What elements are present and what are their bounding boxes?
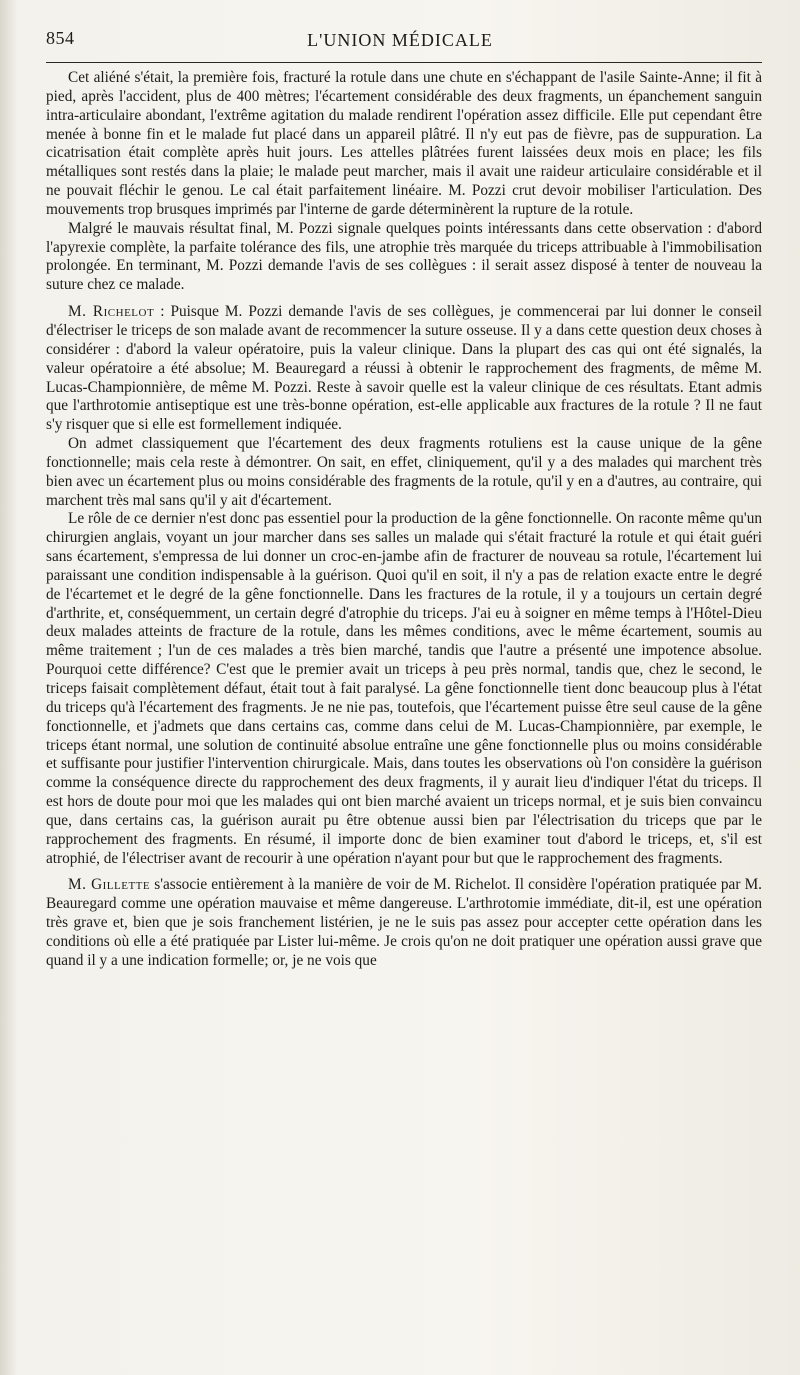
paragraph: Cet aliéné s'était, la première fois, fracturé la rotule dans une chute en s'échappant de l'asile Sainte-Anne; il fit à pied, après l'accident, plus de 400 mètres; l'écartement considérable des deux fragments, un épanchement sanguin intra-articulaire abondant, l'extrême agitation du malade rendirent l'opération assez difficile. Elle put cependant être menée à bonne fin et le malade fut placé dans un appareil plâtré. Il n'y eut pas de fièvre, pas de suppuration. La cicatrisation était complète après huit jours. Les attelles plâtrées furent laissées deux mois en place; les fils métalliques sont restés dans la plaie; le malade peut marcher, mais il avait une raideur articulaire considérable et il ne pouvait fléchir le genou. Le cal était parfaitement linéaire. M. Pozzi crut devoir mobiliser l'articulation. Des mouvements trop brusques imprimés par l'interne de garde déterminèrent la rupture de la rotule. xyxy=(46,69,762,218)
paragraph: Malgré le mauvais résultat final, M. Pozzi signale quelques points intéressants dans cette observation : d'abord l'apyrexie complète, la parfaite tolérance des fils, une atrophie très marquée du triceps attribuable à l'immobilisation prolongée. En terminant, M. Pozzi demande l'avis de ses collègues : il serait assez disposé à tenter de nouveau la suture chez ce malade. xyxy=(46,219,762,294)
paragraph: Le rôle de ce dernier n'est donc pas essentiel pour la production de la gêne fonctionnelle. On raconte même qu'un chirurgien anglais, voyant un jour marcher dans ses salles un malade qui s'était fracturé la rotule et qui était guéri sans écartement, s'empressa de lui donner un croc-en-jambe afin de fracturer de nouveau sa rotule, l'écartement lui paraissant une condition indispensable à la guérison. Quoi qu'il en soit, il n'y a pas de relation exacte entre le degré de l'écartemet et le degré de la gêne fonctionnelle. Dans les fractures de la rotule, il y a toujours un certain degré d'arthrite, et, conséquemment, un certain degré d'atrophie du triceps. J'ai eu à soigner en même temps à l'Hôtel-Dieu deux malades atteints de fracture de la rotule, dans les mêmes conditions, avec le même écartement, soumis au même traitement ; l'un de ces malades a très bien marché, tandis que l'autre a présenté une impotence absolue. Pourquoi cette différence? C'est que le premier avait un triceps à peu près normal, tandis que, chez le second, le triceps faisait complètement défaut, était tout à fait paralysé. La gêne fonctionnelle tient donc beaucoup plus à l'état du triceps qu'à l'écartement des fragments. Je ne nie pas, toutefois, que l'écartement puisse être seul cause de la gêne fonctionnelle, et j'admets que dans certains cas, comme dans celui de M. Lucas-Championnière, par exemple, le triceps étant normal, une solution de continuité absolue entraîne une gêne fonctionnelle plus ou moins considérable et suffisante pour justifier l'intervention chirurgicale. Mais, dans toutes les observations où l'on considère la guérison comme la conséquence directe du rapprochement des deux fragments, il y aurait lieu d'indiquer l'état du triceps. Il est hors de doute pour moi que les malades qui ont bien marché avaient un triceps normal, et je suis bien convaincu que, dans certains cas, la guérison aurait pu être obtenue aussi bien par l'électrisation du triceps que par le rapprochement des fragments. En résumé, il importe donc de bien examiner tout d'abord le triceps, et, s'il est atrophié, de l'électriser avant de recourir à une opération n'ayant pour but que le rapprochement des fragments. xyxy=(46,510,762,867)
paragraph: On admet classiquement que l'écartement des deux fragments rotuliens est la cause unique de la gêne fonctionnelle; mais cela reste à démontrer. On sait, en effet, cliniquement, qu'il y a des malades qui marchent très bien avec un écartement plus ou moins considérable des fragments de la rotule, qu'il y en a d'autres, au contraire, qui marchent très mal sans qu'il y ait d'écartement. xyxy=(46,435,762,509)
article-body xyxy=(46,69,762,971)
paragraph-text: s'associe entièrement à la manière de voir de M. Richelot. Il considère l'opération pratiquée par M. Beauregard comme une opération mauvaise et même dangereuse. L'arthrotomie immédiate, dit-il, est une opération très grave et, bien que je sois franchement listérien, je ne le suis pas assez pour accepter cette opération dans les conditions où elle a été pratiquée par Lister lui-même. Je crois qu'on ne doit pratiquer une opération aussi grave que quand il y a une indication formelle; or, je ne vois que xyxy=(46,876,762,969)
speaker-name: M. Gillette xyxy=(68,876,151,894)
speaker-name: M. Richelot xyxy=(68,303,155,321)
header-rule xyxy=(46,62,762,63)
paragraph-text: : Puisque M. Pozzi demande l'avis de ses collègues, je commencerai par lui donner le conseil d'électriser le triceps de son malade avant de recommencer la suture osseuse. Il y a dans cette question deux choses à considérer : d'abord la valeur opératoire, puis la valeur clinique. Dans la plupart des cas qui ont été signalés, la valeur opératoire a été absolue; M. Beauregard a réussi à obtenir le rapprochement des fragments, de même M. Lucas-Championnière, de même M. Pozzi. Reste à savoir quelle est la valeur clinique de ces résultats. Etant admis que l'arthrotomie antiseptique est une très-bonne opération, est-elle applicable aux fractures de la rotule ? Il ne faut s'y risquer que si elle est formellement indiquée. xyxy=(46,303,762,434)
running-title: L'UNION MÉDICALE xyxy=(307,30,493,50)
paragraph-richelot xyxy=(46,303,762,435)
page-number: 854 xyxy=(46,28,75,48)
paragraph-gillette xyxy=(46,876,762,970)
